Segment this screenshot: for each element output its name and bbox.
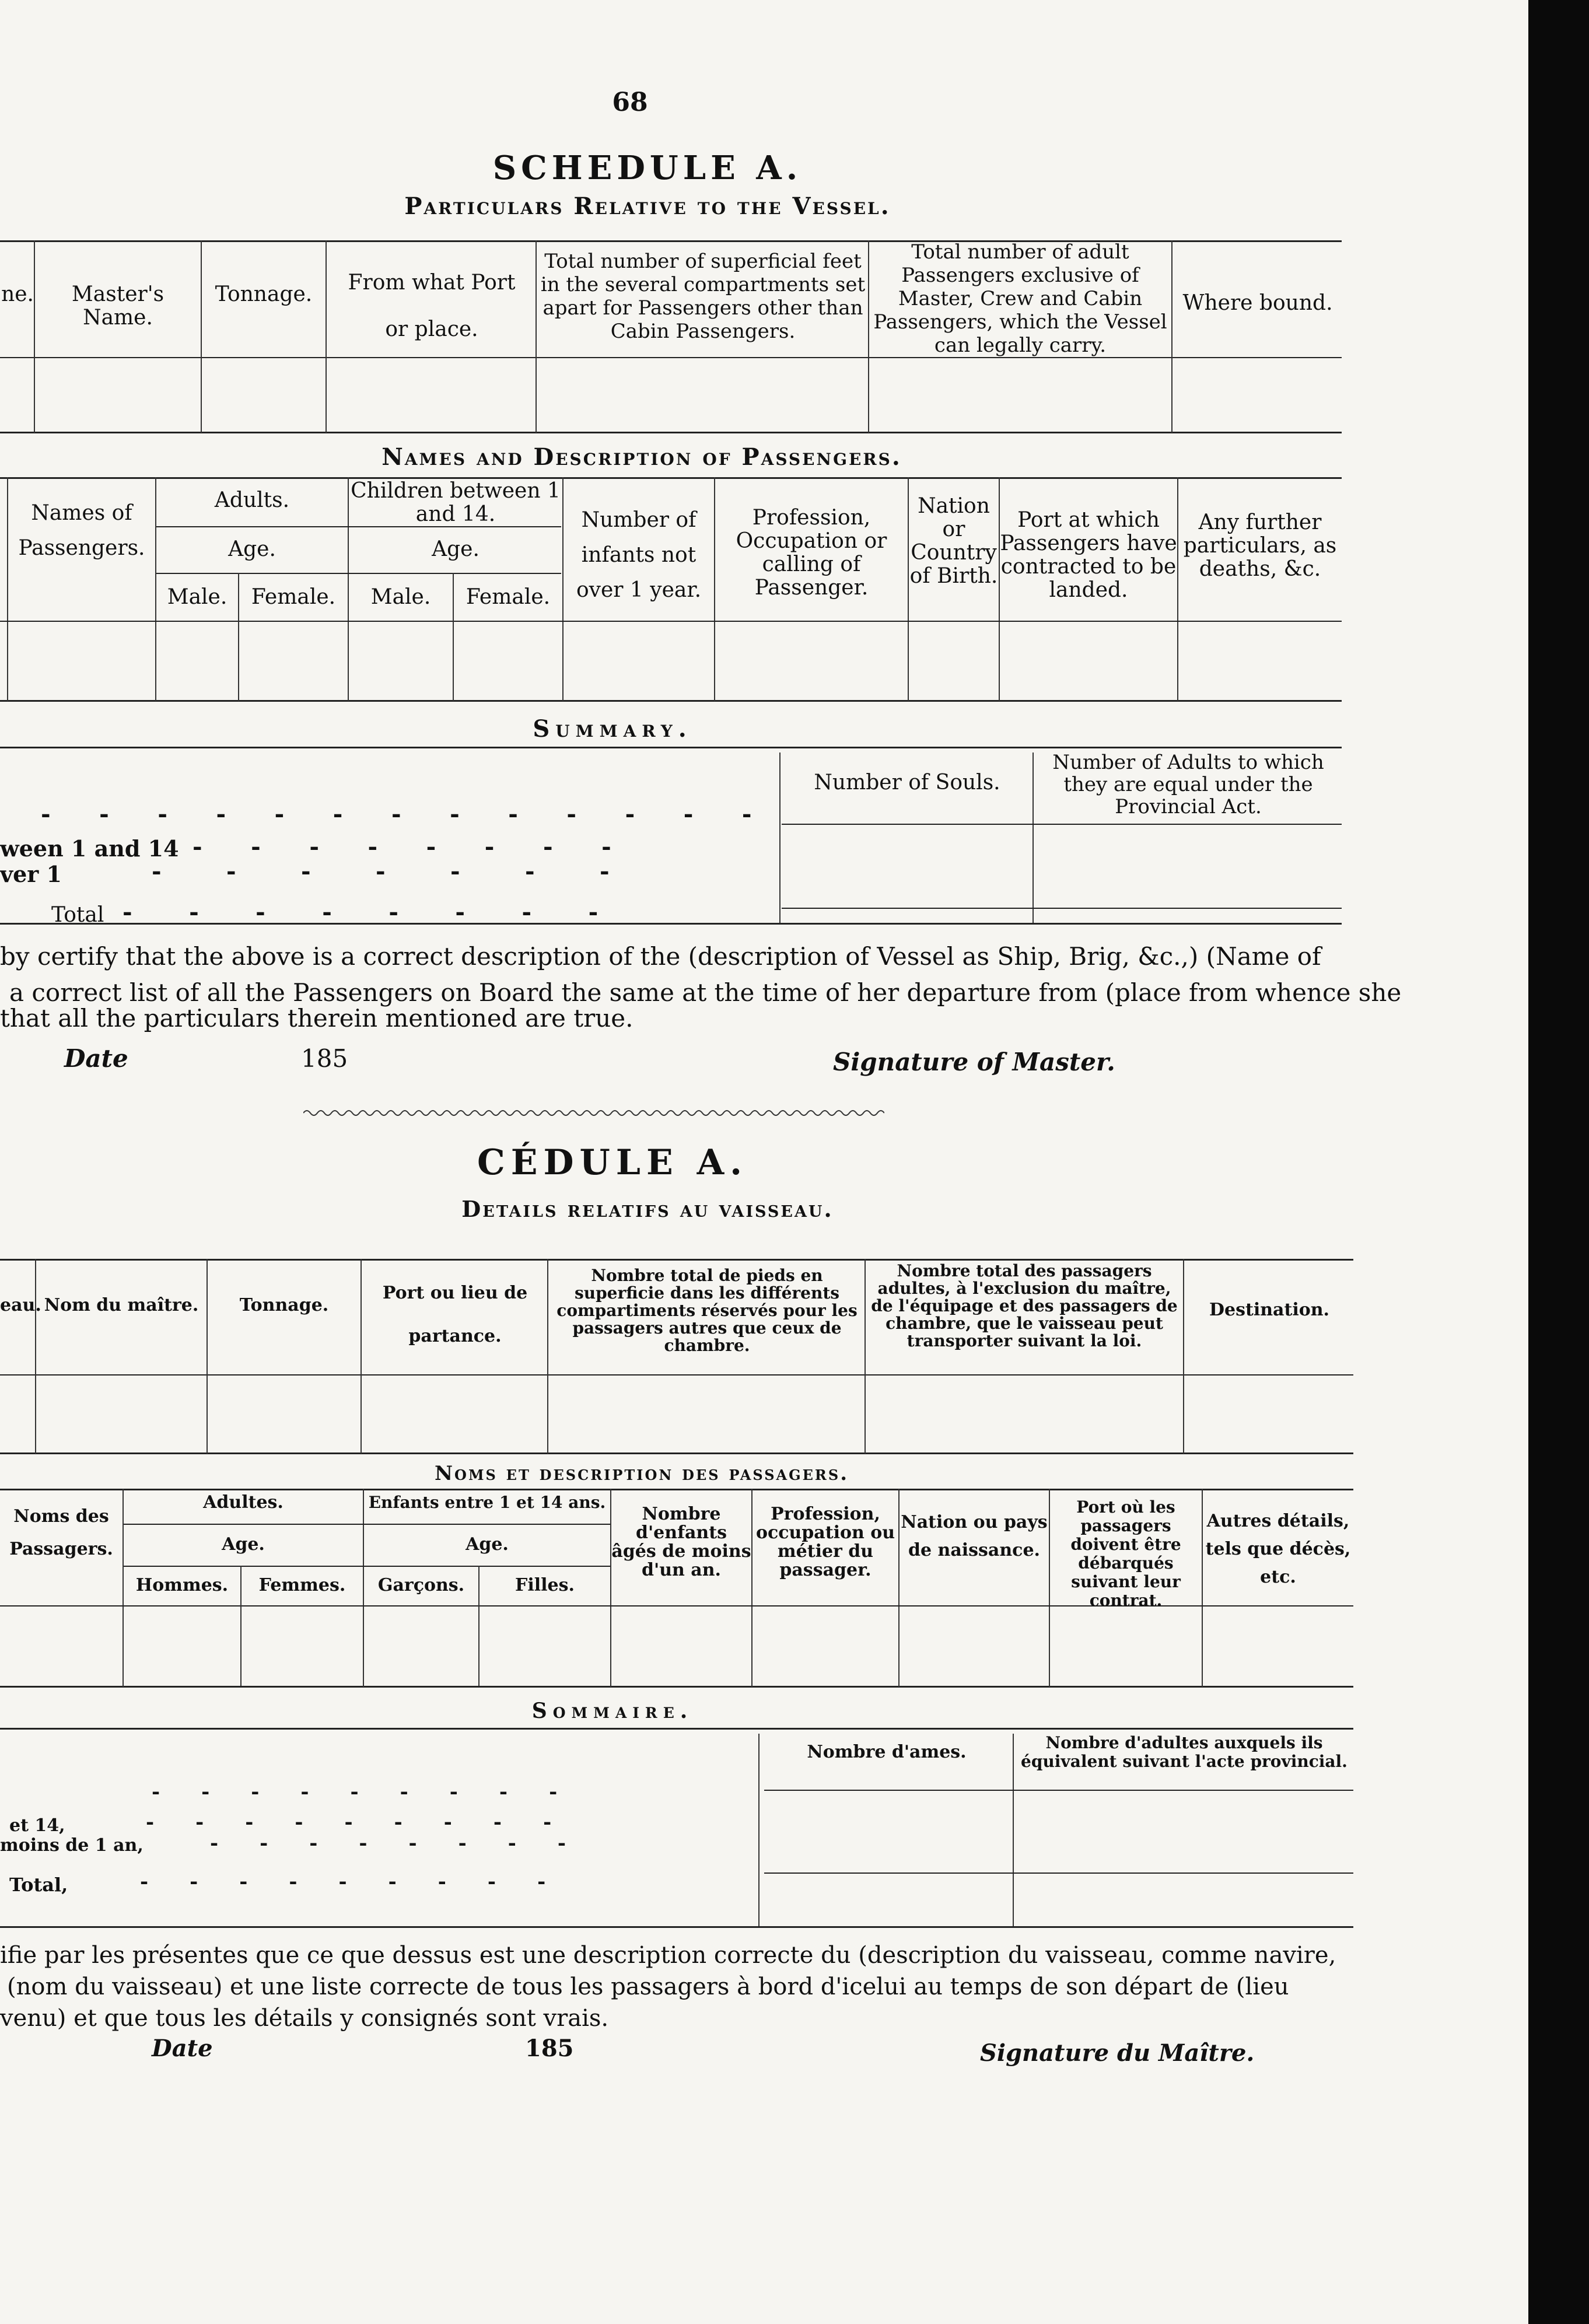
leader-dots: - - - - - - - xyxy=(152,858,610,885)
fr-col-women: Femmes. xyxy=(258,1575,346,1595)
fr-summary-row-total: Total, xyxy=(9,1874,68,1896)
certify-line-2: a correct list of all the Passengers on Board the same at the time of her departure from (place from whence she xyxy=(9,978,1402,1007)
fr-summary-col-adults-equal: Nombre d'adultes auxquels ils équivalent suivant l'acte provincial. xyxy=(1021,1733,1348,1771)
col-port-landed: Port at which Passengers have contracted to be landed. xyxy=(1000,508,1177,602)
col-adults-female: Female. xyxy=(251,585,336,609)
fr-passengers-heading: Noms et description des passagers. xyxy=(434,1462,849,1485)
col-names-of-passengers: Names of Passengers. xyxy=(18,501,145,560)
leader-dots: - - - - - - - - xyxy=(210,1832,566,1855)
fr-certify-line-2: (nom du vaisseau) et une liste correcte de tous les passagers à bord d'icelui au temps de son départ de (lieu xyxy=(7,1973,1289,2000)
certify-line-1: by certify that the above is a correct description of the (description of Vessel as Ship, Brig, &c.,) (Name of xyxy=(0,942,1321,971)
fr-certify-line-1: ifie par les présentes que ce que dessus est une description correcte du (description du vaisseau, comme navire, xyxy=(0,1942,1336,1969)
col-children-male: Male. xyxy=(370,585,431,609)
summary-row-infants: ver 1 xyxy=(0,861,62,887)
fr-summary-col-souls: Nombre d'ames. xyxy=(807,1742,967,1762)
fr-col-nation: Nation ou pays de naissance. xyxy=(901,1512,1048,1560)
summary-row-children: ween 1 and 14 xyxy=(0,835,179,862)
fr-summary-row-infants: moins de 1 an, xyxy=(0,1835,144,1856)
fr-col-men: Hommes. xyxy=(135,1575,229,1595)
vessel-col-superficial-feet: Total number of superficial feet in the several compartments set apart for Passengers other than Cabin Passengers. xyxy=(540,250,866,343)
fr-col-adults-age: Age. xyxy=(222,1534,265,1555)
leader-dots: - - - - - - - - xyxy=(123,898,598,926)
col-children: Children between 1 and 14. xyxy=(351,479,561,526)
french-vessel-heading: Details relatifs au vaisseau. xyxy=(461,1196,834,1222)
vessel-col-where-bound: Where bound. xyxy=(1182,291,1333,315)
leader-dots: - - - - - - - - - xyxy=(140,1870,546,1894)
col-adults-age: Age. xyxy=(228,537,276,561)
fr-col-children: Enfants entre 1 et 14 ans. xyxy=(368,1493,606,1512)
fr-vessel-col-master: Nom du maître. xyxy=(44,1295,199,1315)
passengers-heading: Names and Description of Passengers. xyxy=(382,443,902,471)
leader-dots: - - - - - - - - - - - - - xyxy=(41,800,752,828)
fr-year-label: 185 xyxy=(525,2035,574,2062)
col-adults-male: Male. xyxy=(167,585,228,609)
col-profession: Profession, Occupation or calling of Passenger. xyxy=(736,506,887,600)
vessel-col-adult-capacity: Total number of adult Passengers exclusive of Master, Crew and Cabin Passengers, which the Vessel can legally carry. xyxy=(873,240,1167,357)
wavy-divider xyxy=(303,1107,884,1119)
col-infants: Number of infants not over 1 year. xyxy=(576,508,702,602)
vessel-col-port: From what Port or place. xyxy=(348,271,516,341)
fr-col-profession: Profession, occupation ou métier du passager. xyxy=(755,1504,895,1580)
vessel-col-master: Master's Name. xyxy=(71,282,164,330)
fr-col-boys: Garçons. xyxy=(377,1575,465,1595)
vessel-col-tonnage: Tonnage. xyxy=(215,282,313,306)
fr-col-children-age: Age. xyxy=(466,1534,509,1555)
fr-vessel-col-superficial-feet: Nombre total de pieds en superficie dans les différents compartiments réservés pour les passagers autres que ceux de chambre. xyxy=(556,1266,858,1355)
summary-col-adults-equal: Number of Adults to which they are equal under the Provincial Act. xyxy=(1052,751,1324,818)
col-further-particulars: Any further particulars, as deaths, &c. xyxy=(1183,510,1337,581)
summary-heading: Summary. xyxy=(533,715,692,743)
fr-col-adults: Adultes. xyxy=(203,1492,284,1513)
fr-summary-heading: Sommaire. xyxy=(531,1699,694,1723)
fr-vessel-col-destination: Destination. xyxy=(1209,1300,1329,1320)
fr-col-further: Autres détails, tels que décès, etc. xyxy=(1205,1511,1351,1587)
col-children-female: Female. xyxy=(466,585,551,609)
fr-summary-row-children: et 14, xyxy=(9,1815,65,1836)
summary-col-souls: Number of Souls. xyxy=(814,771,1000,794)
leader-dots: - - - - - - - - - xyxy=(152,1780,558,1804)
leader-dots: - - - - - - - - xyxy=(192,833,611,860)
col-nation: Nation or Country of Birth. xyxy=(909,494,998,588)
fr-vessel-col-port: Port ou lieu de partance. xyxy=(382,1283,528,1346)
fr-col-port: Port où les passagers doivent être débarqués suivant leur contrat. xyxy=(1070,1497,1181,1610)
fr-certify-line-3: venu) et que tous les détails y consignés sont vrais. xyxy=(0,2005,609,2032)
page-number: 68 xyxy=(612,88,648,117)
col-children-age: Age. xyxy=(432,537,480,561)
fr-vessel-col-tonnage: Tonnage. xyxy=(239,1295,329,1315)
fr-col-names: Noms des Passagers. xyxy=(9,1506,113,1559)
vessel-heading: Particulars Relative to the Vessel. xyxy=(404,192,891,220)
fr-signature-label: Signature du Maître. xyxy=(980,2039,1255,2067)
fr-col-girls: Filles. xyxy=(515,1575,575,1595)
summary-row-total: Total xyxy=(51,903,104,927)
col-adults: Adults. xyxy=(214,488,290,512)
schedule-title: SCHEDULE A. xyxy=(492,149,803,187)
fr-date-label: Date xyxy=(152,2035,213,2062)
cedule-title: CÉDULE A. xyxy=(477,1142,748,1183)
fr-vessel-col-adult-capacity: Nombre total des passagers adultes, à l'exclusion du maître, de l'équipage et des passagers de chambre, que le vaisseau peut transporter suivant la loi. xyxy=(871,1261,1178,1350)
certify-line-3: that all the particulars therein mentioned are true. xyxy=(0,1004,634,1032)
fr-col-infants: Nombre d'enfants âgés de moins d'un an. xyxy=(611,1504,751,1580)
date-label: Date xyxy=(64,1044,128,1073)
year-label: 185 xyxy=(301,1044,348,1073)
signature-label: Signature of Master. xyxy=(833,1048,1115,1076)
vessel-col-name: ne. xyxy=(1,282,34,306)
leader-dots: - - - - - - - - - xyxy=(146,1811,552,1834)
fr-vessel-col-name: eau. xyxy=(0,1295,41,1315)
